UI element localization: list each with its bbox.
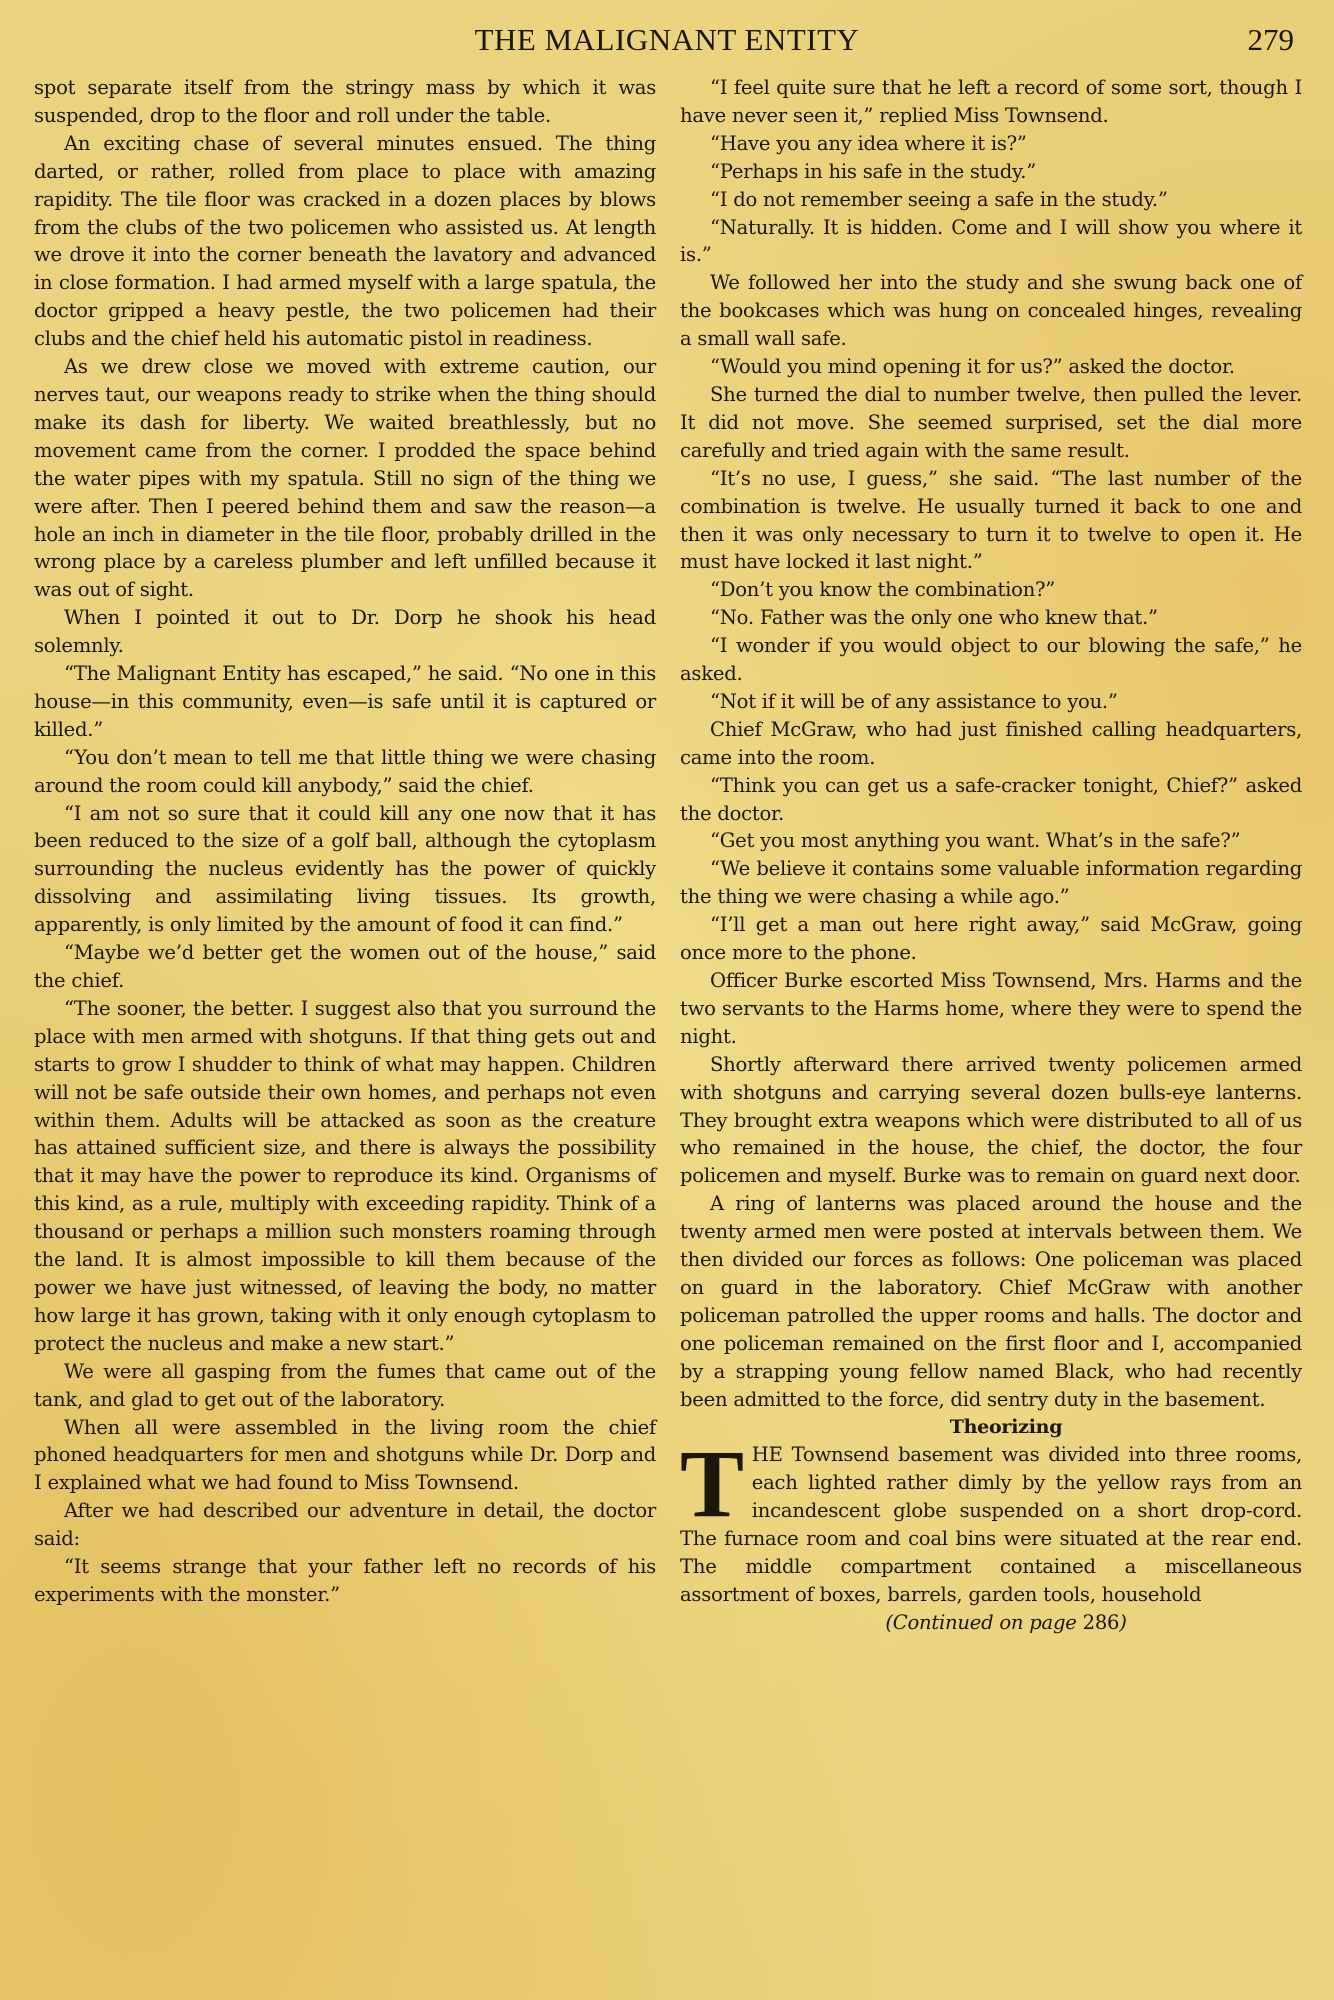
paragraph: As we drew close we moved with extreme caution, our nerves taut, our weapons ready to strike when the thing should make its dash for liberty. We waited breathlessly, but no movement came from the corner. I prodded the space behind the water pipes with my spatula. Still no sign of the thing we were after. Then I peered behind them and saw the reason—a hole an inch in diameter in the tile floor, probably drilled in the wrong place by a careless plumber and left unfilled because it was out of sight. [34, 355, 656, 602]
paragraph: “Perhaps in his safe in the study.” [710, 159, 1036, 183]
paragraph: “It’s no use, I guess,” she said. “The last number of the combination is twelve. He usually turned it back to one and then it was only necessary to turn it to twelve to open it. He must have locked it last night.” [680, 466, 1302, 574]
paragraph: “Think you can get us a safe-cracker tonight, Chief?” asked the doctor. [680, 773, 1302, 825]
drop-cap: T [680, 1430, 744, 1538]
continued-text: Continued on page [892, 1610, 1077, 1634]
paragraph: “We believe it contains some valuable information regarding the thing we were chasing a while ago.” [680, 857, 1302, 909]
paragraph: An exciting chase of several minutes ensued. The thing darted, or rather, rolled from place to place with amazing rapidity. The tile floor was cracked in a dozen places by blows from the clubs of the two policemen who assisted us. At length we drove it into the corner beneath the lavatory and advanced in close formation. I had armed myself with a large spatula, the doctor gripped a heavy pestle, the two policemen had their clubs and the chief held his automatic pistol in readiness. [34, 131, 656, 351]
left-column [34, 74, 656, 1609]
paragraph: Chief McGraw, who had just finished calling headquarters, came into the room. [680, 717, 1302, 769]
paragraph: She turned the dial to number twelve, then pulled the lever. It did not move. She seemed surprised, set the dial more carefully and tried again with the same result. [680, 382, 1302, 462]
paragraph: “The sooner, the better. I suggest also that you surround the place with men armed with shotguns. If that thing gets out and starts to grow I shudder to think of what may happen. Children will not be safe outside their own homes, and perhaps not even within them. Adults will be attacked as soon as the creature has attained sufficient size, and there is always the possibility that it may have the power to reproduce its kind. Organisms of this kind, as a rule, multiply with exceeding rapidity. Think of a thousand or perhaps a million such monsters roaming through the land. It is almost impossible to kill them because of the power we have just witnessed, of leaving the body, no matter how large it has grown, taking with it only enough cytoplasm to protect the nucleus and make a new start.” [34, 996, 656, 1355]
section-first-paragraph [680, 1430, 1302, 1608]
paragraph: A ring of lanterns was placed around the house and the twenty armed men were posted at intervals between them. We then divided our forces as follows: One policeman was placed on guard in the laboratory. Chief McGraw with another policeman patrolled the upper rooms and halls. The doctor and one policeman remained on the first floor and I, accompanied by a strapping young fellow named Black, who had recently been admitted to the force, did sentry duty in the basement. [680, 1192, 1302, 1411]
continued-page-number: 286 [1082, 1610, 1120, 1634]
paragraph: “The Malignant Entity has escaped,” he said. “No one in this house—in this community, even—is safe until it is captured or killed.” [34, 662, 656, 741]
paragraph: “I am not so sure that it could kill any one now that it has been reduced to the size of a golf ball, although the cytoplasm surrounding the nucleus evidently has the power of quickly dissolving and assimilating living tissues. Its growth, apparently, is only limited by the amount of food it can find.” [34, 801, 656, 937]
paragraph: “No. Father was the only one who knew that.” [710, 606, 1158, 630]
paragraph: “I do not remember seeing a safe in the study.” [710, 187, 1168, 211]
paragraph: We were all gasping from the fumes that came out of the tank, and glad to get out of the laboratory. [34, 1359, 656, 1411]
paragraph: When I pointed it out to Dr. Dorp he shook his head solemnly. [34, 606, 656, 658]
paragraph: We followed her into the study and she swung back one of the bookcases which was hung on concealed hinges, revealing a small wall safe. [680, 271, 1302, 351]
paragraph: “It seems strange that your father left no records of his experiments with the monster.” [34, 1555, 656, 1606]
paragraph: “Don’t you know the combination?” [710, 578, 1056, 602]
paragraph: “Naturally. It is hidden. Come and I will show you where it is.” [680, 215, 1302, 267]
section-heading: Theorizing [949, 1415, 1063, 1438]
running-title: THE MALIGNANT ENTITY [474, 22, 860, 57]
page-header [0, 22, 1334, 62]
paragraph: “I feel quite sure that he left a record of some sort, though I have never seen it,” replied Miss Townsend. [680, 76, 1302, 127]
paragraph: When all were assembled in the living room the chief phoned headquarters for men and shotguns while Dr. Dorp and I explained what we had found to Miss Townsend. [34, 1415, 656, 1495]
right-column [680, 74, 1302, 1637]
paragraph: spot separate itself from the stringy mass by which it was suspended, drop to the floor and roll under the table. [34, 76, 656, 127]
section-first-paragraph-text: HE Townsend basement was divided into three rooms, each lighted rather dimly by the yellow rays from an incandescent globe suspended on a short drop-cord. The furnace room and coal bins were situated at the rear end. The middle compartment contained a miscellaneous assortment of boxes, barrels, garden tools, household [680, 1443, 1302, 1606]
paragraph: Officer Burke escorted Miss Townsend, Mrs. Harms and the two servants to the Harms home, where they were to spend the night. [680, 969, 1302, 1048]
continued-notice: (Continued on page 286) [885, 1610, 1127, 1634]
paragraph: “I’ll get a man out here right away,” said McGraw, going once more to the phone. [680, 913, 1302, 965]
paragraph: “You don’t mean to tell me that little thing we were chasing around the room could kill anybody,” said the chief. [34, 745, 656, 797]
paragraph: “Would you mind opening it for us?” asked the doctor. [710, 355, 1235, 379]
paragraph: After we had described our adventure in detail, the doctor said: [34, 1499, 656, 1551]
paragraph: “Get you most anything you want. What’s in the safe?” [710, 829, 1241, 853]
paragraph: Shortly afterward there arrived twenty policemen armed with shotguns and carrying several dozen bulls-eye lanterns. They brought extra weapons which were distributed to all of us who remained in the house, the chief, the doctor, the four policemen and myself. Burke was to remain on guard next door. [680, 1052, 1302, 1188]
paragraph: “Maybe we’d better get the women out of the house,” said the chief. [34, 941, 656, 992]
paragraph: “Have you any idea where it is?” [710, 131, 1027, 155]
page-number: 279 [1247, 22, 1294, 57]
paragraph: “I wonder if you would object to our blowing the safe,” he asked. [680, 634, 1302, 686]
paragraph: “Not if it will be of any assistance to you.” [710, 689, 1118, 713]
